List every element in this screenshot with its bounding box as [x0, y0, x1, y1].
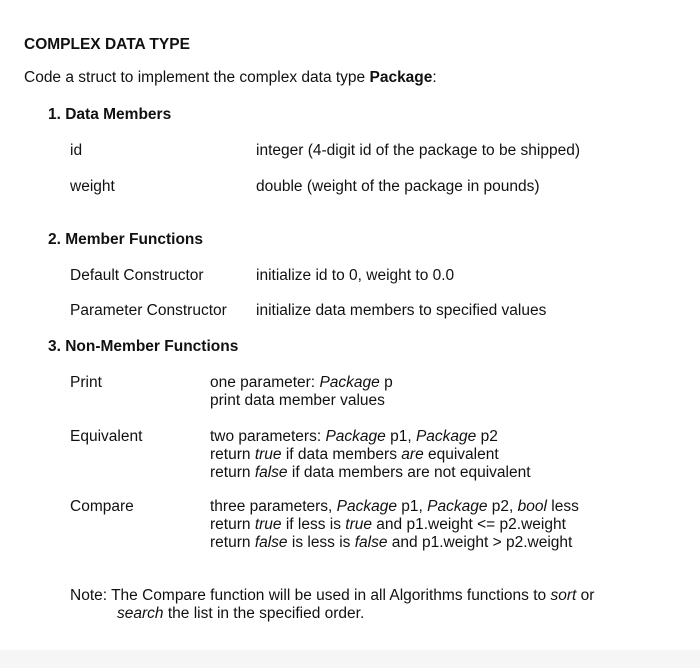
text: is less is	[287, 534, 355, 551]
type-name: Package	[336, 498, 397, 515]
member-name-id: id	[70, 142, 83, 159]
type-name: Package	[427, 498, 488, 515]
equivalent-line-2	[210, 446, 531, 464]
emphasis: sort	[550, 587, 577, 604]
section-heading-data-members: 1. Data Members	[48, 106, 172, 123]
keyword: true	[345, 516, 372, 533]
print-line-2: print data member values	[210, 392, 385, 409]
type-name: Package	[415, 428, 477, 445]
text: three parameters,	[210, 498, 337, 515]
compare-line-2	[210, 516, 579, 534]
member-desc-id: integer (4-digit id of the package to be shipped)	[256, 142, 580, 159]
nonmember-desc-equivalent	[210, 428, 531, 482]
member-desc-weight: double (weight of the package in pounds)	[256, 178, 540, 195]
type-name: bool	[517, 498, 547, 515]
type-name: Package	[325, 428, 386, 445]
text: return	[210, 464, 255, 481]
function-desc-default-constructor: initialize id to 0, weight to 0.0	[256, 267, 455, 284]
text: p2,	[487, 498, 518, 515]
nonmember-desc-print	[210, 374, 393, 410]
compare-line-1	[210, 498, 579, 516]
text: and p1.weight <= p2.weight	[371, 516, 566, 533]
intro-colon: :	[432, 69, 437, 86]
nonmember-name-print: Print	[70, 374, 102, 391]
text: Note: The Compare function will be used in all Algorithms functions to	[70, 587, 551, 604]
text: less	[546, 498, 579, 515]
function-name-default-constructor: Default Constructor	[70, 267, 204, 284]
text: return	[210, 446, 255, 463]
emphasis: are	[401, 446, 424, 463]
note-line-2	[117, 605, 364, 623]
section-heading-non-member-functions: 3. Non-Member Functions	[48, 338, 239, 355]
function-name-parameter-constructor: Parameter Constructor	[70, 302, 227, 319]
compare-line-3	[210, 534, 579, 552]
intro-text: Code a struct to implement the complex data type	[24, 69, 370, 86]
keyword: false	[254, 464, 288, 481]
emphasis: search	[117, 605, 164, 622]
print-line-1	[210, 374, 393, 392]
text: if data members are not equivalent	[287, 464, 531, 481]
intro-type-name: Package	[369, 69, 433, 86]
document-title: COMPLEX DATA TYPE	[24, 36, 190, 53]
text: one parameter:	[210, 374, 320, 391]
function-desc-parameter-constructor: initialize data members to specified values	[256, 302, 547, 319]
text: if data members	[281, 446, 402, 463]
text: return	[210, 516, 255, 533]
type-name: Package	[319, 374, 380, 391]
text: equivalent	[423, 446, 499, 463]
section-heading-member-functions: 2. Member Functions	[48, 231, 204, 248]
text: and p1.weight > p2.weight	[387, 534, 573, 551]
text: p	[379, 374, 393, 391]
text: p1,	[385, 428, 416, 445]
equivalent-line-3	[210, 464, 531, 482]
nonmember-desc-compare	[210, 498, 579, 552]
member-name-weight: weight	[70, 178, 115, 195]
keyword: true	[254, 446, 282, 463]
page-bottom-edge	[0, 650, 700, 668]
keyword: true	[254, 516, 282, 533]
text: the list in the specified order.	[163, 605, 365, 622]
keyword: false	[354, 534, 388, 551]
text: two parameters:	[210, 428, 326, 445]
nonmember-name-equivalent: Equivalent	[70, 428, 143, 445]
keyword: false	[254, 534, 288, 551]
note-line-1	[70, 587, 594, 605]
equivalent-line-1	[210, 428, 531, 446]
nonmember-name-compare: Compare	[70, 498, 134, 515]
text: p2	[476, 428, 498, 445]
text: p1,	[396, 498, 428, 515]
text: return	[210, 534, 255, 551]
intro-paragraph	[24, 69, 437, 87]
text: if less is	[281, 516, 346, 533]
text: or	[576, 587, 595, 604]
